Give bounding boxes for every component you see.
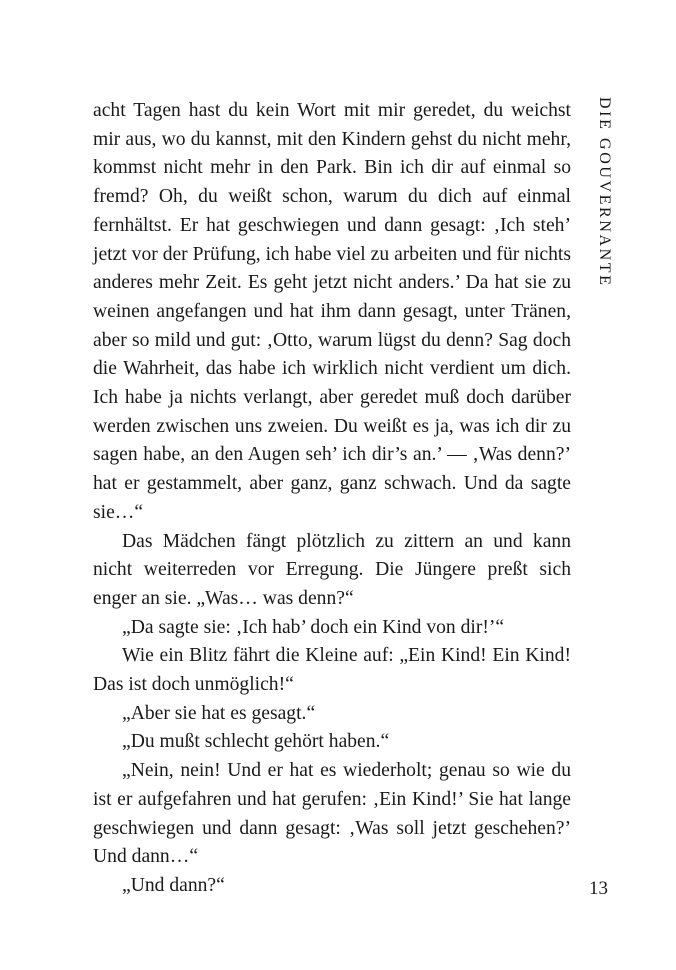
paragraph: acht Tagen hast du kein Wort mit mir geredet, du weichst mir aus, wo du kannst, mit den Kindern gehst du nicht mehr, kommst nicht mehr in den Park. Bin ich dir auf einmal so fremd? Oh, du weißt schon, warum du dich auf einmal fernhältst. Er hat geschwiegen und dann gesagt: ‚Ich steh’ jetzt vor der Prüfung, ich habe viel zu arbeiten und für nichts anderes mehr Zeit. Es geht jetzt nicht anders.’ Da hat sie zu weinen angefangen und hat ihm dann gesagt, unter Tränen, aber so mild und gut: ‚Otto, warum lügst du denn? Sag doch die Wahrheit, das habe ich wirklich nicht verdient um dich. Ich habe ja nichts verlangt, aber geredet muß doch darüber werden zwischen uns zweien. Du weißt es ja, was ich dir zu sagen habe, an den Augen seh’ ich dir’s an.’ — ‚Was denn?’ hat er gestammelt, aber ganz, ganz schwach. Und da sagte sie…“	[93, 100, 571, 523]
body-text	[93, 97, 571, 901]
paragraph: „Da sagte sie: ‚Ich hab’ doch ein Kind von dir!’“	[122, 616, 505, 638]
paragraph: Wie ein Blitz fährt die Kleine auf: „Ein Kind! Ein Kind! Das ist doch unmöglich!“	[93, 645, 571, 696]
paragraph: „Nein, nein! Und er hat es wiederholt; genau so wie du ist er aufgefahren und hat gerufen: ‚Ein Kind!’ Sie hat lange geschwiegen und dann gesagt: ‚Was soll jetzt geschehen?’ Und dann…“	[93, 760, 571, 868]
paragraph: „Aber sie hat es gesagt.“	[122, 702, 316, 724]
running-head: DIE GOUVERNANTE	[596, 97, 613, 288]
paragraph: „Und dann?“	[122, 874, 225, 896]
paragraph: „Du mußt schlecht gehört haben.“	[122, 731, 390, 753]
page-number: 13	[589, 878, 608, 899]
paragraph: Das Mädchen fängt plötzlich zu zittern an und kann nicht weiterreden vor Erregung. Die Jüngere preßt sich enger an sie. „Was… was denn?“	[93, 530, 571, 609]
